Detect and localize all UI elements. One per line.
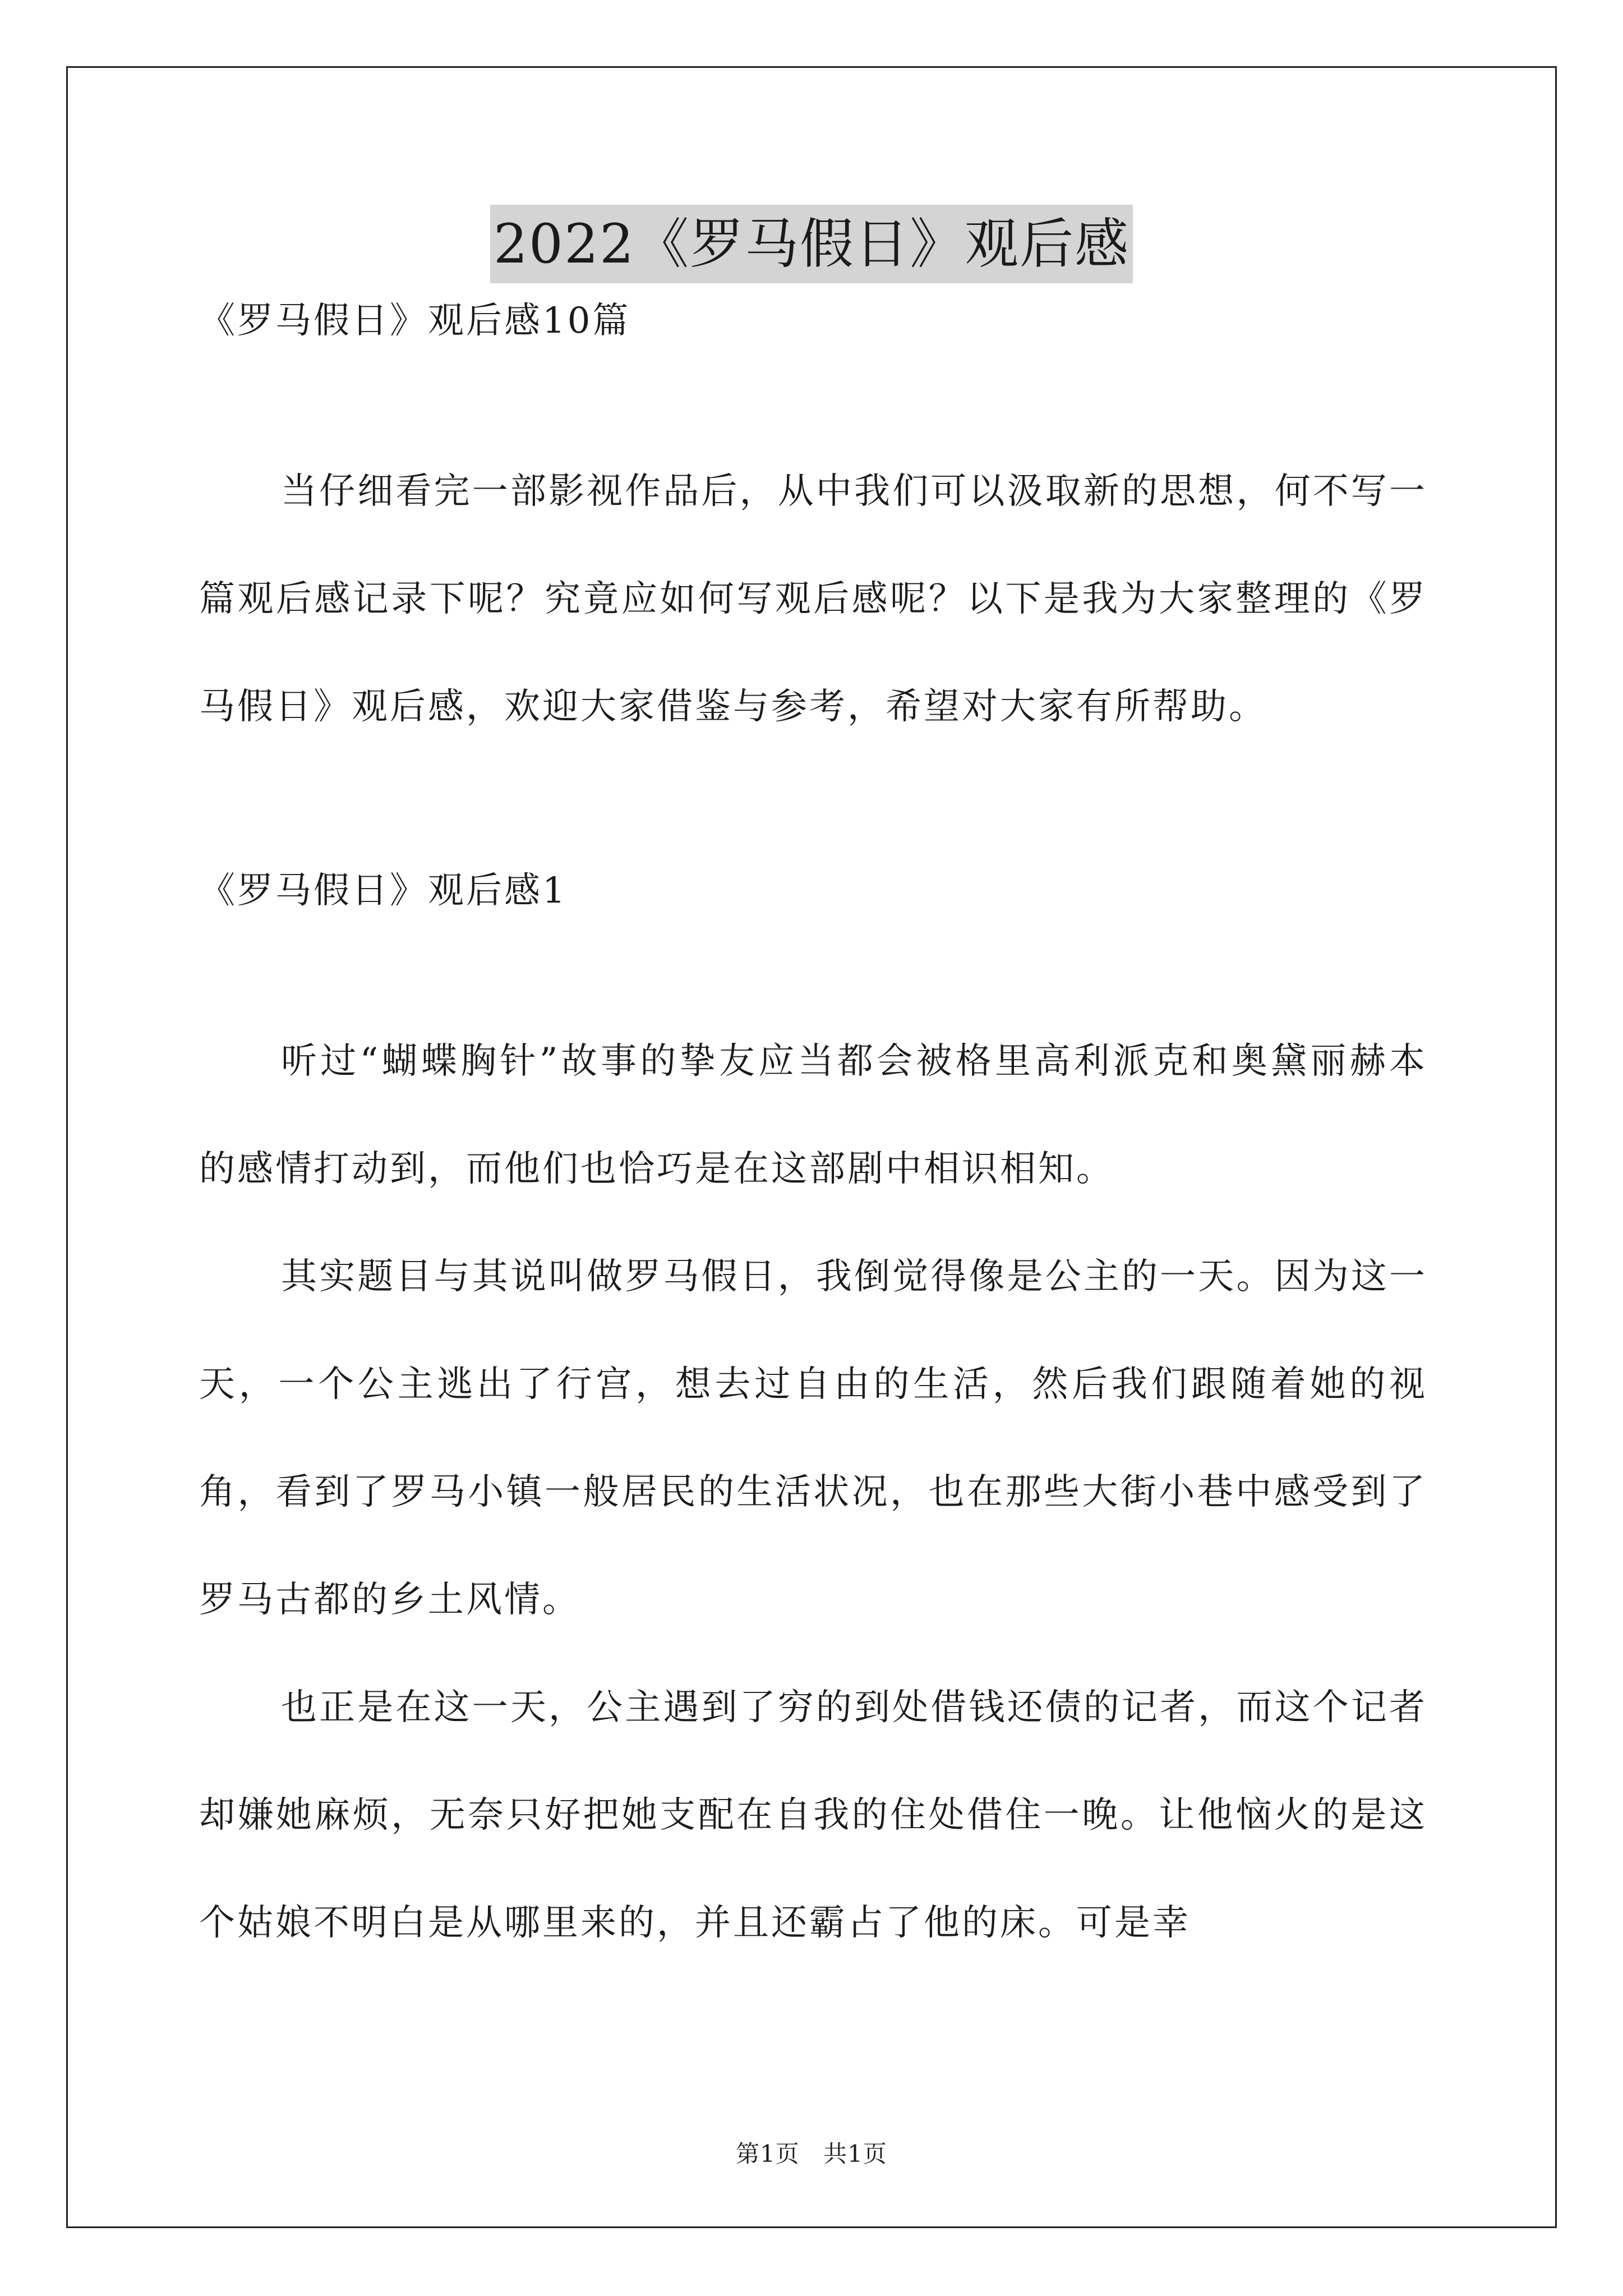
section1-paragraph-3: 也正是在这一天，公主遇到了穷的到处借钱还债的记者，而这个记者却嫌她麻烦，无奈只好把她支配在自我的住处借住一晚。让他恼火的是这个姑娘不明白是从哪里来的，并且还霸占了他的床。可是幸 <box>199 1687 1427 1944</box>
title-container <box>0 205 1623 283</box>
document-title: 2022《罗马假日》观后感 <box>490 205 1133 283</box>
intro-heading: 《罗马假日》观后感10篇 <box>199 300 631 342</box>
page-footer <box>0 2140 1623 2168</box>
page-number-current: 第1页 <box>736 2140 800 2168</box>
section-spacer <box>199 761 1427 873</box>
intro-paragraph: 当仔细看完一部影视作品后，从中我们可以汲取新的思想，何不写一篇观后感记录下呢？究竟应如何写观后感呢？以下是我为大家整理的《罗马假日》观后感，欢迎大家借鉴与参考，希望对大家有所帮助。 <box>199 471 1427 728</box>
section1-paragraph-2: 其实题目与其说叫做罗马假日，我倒觉得像是公主的一天。因为这一天，一个公主逃出了行宫，想去过自由的生活，然后我们跟随着她的视角，看到了罗马小镇一般居民的生活状况，也在那些大街小巷中感受到了罗马古都的乡土风情。 <box>199 1256 1427 1621</box>
section1-paragraph-1: 听过“蝴蝶胸针”故事的挚友应当都会被格里高利派克和奥黛丽赫本的感情打动到，而他们也恰巧是在这部剧中相识相知。 <box>199 1041 1427 1190</box>
page-number-total: 共1页 <box>823 2140 887 2168</box>
document-body <box>199 300 1427 1977</box>
section1-heading: 《罗马假日》观后感1 <box>199 870 568 912</box>
